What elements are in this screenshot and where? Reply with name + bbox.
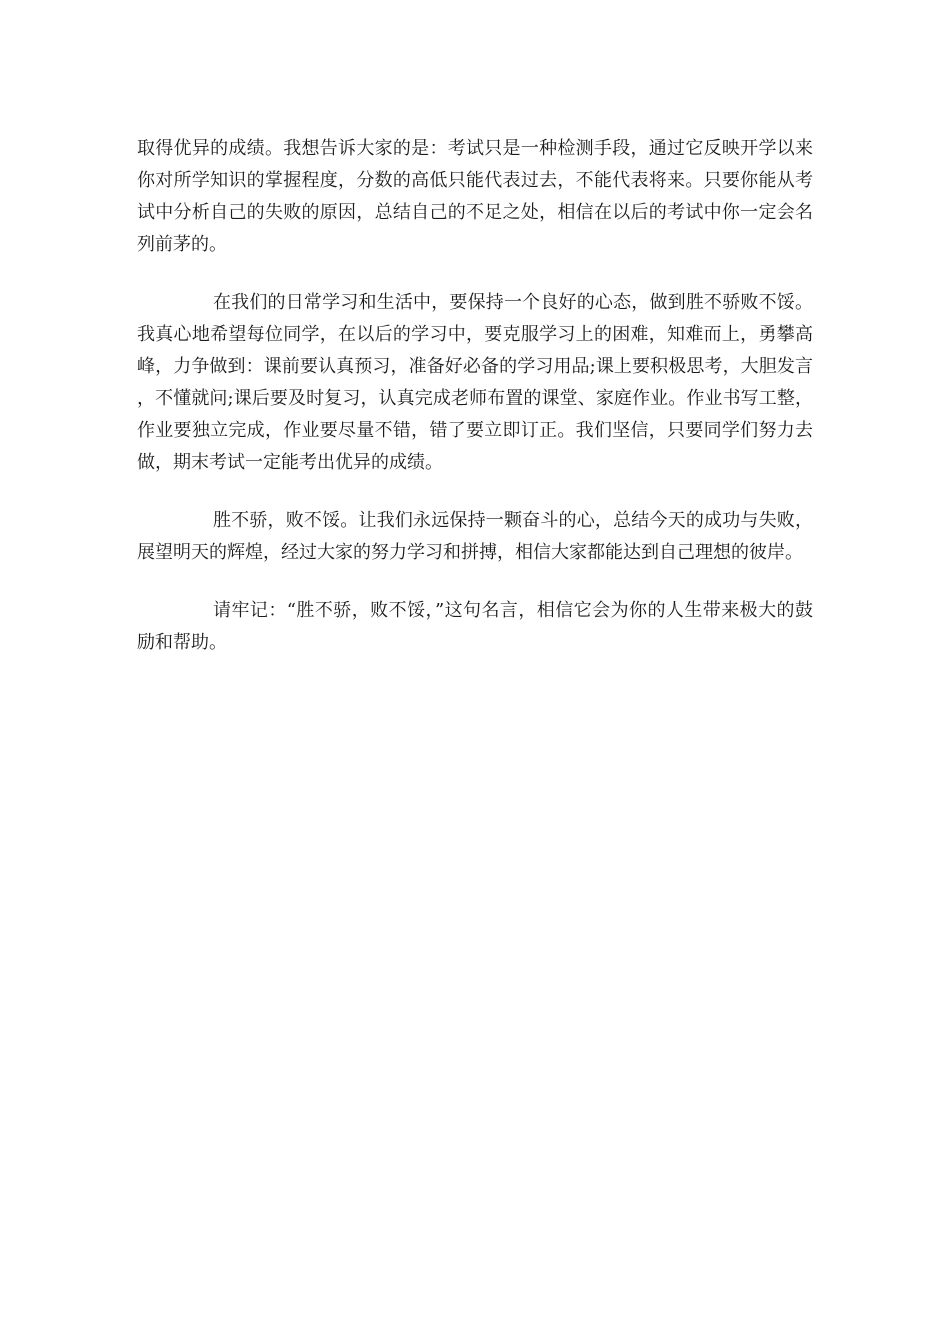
paragraph-3: 胜不骄，败不馁。让我们永远保持一颗奋斗的心，总结今天的成功与失败，展望明天的辉煌，经过大家的努力学习和拼搏，相信大家都能达到自己理想的彼岸。 [137,510,813,563]
paragraph-4: 请牢记：“胜不骄，败不馁，”这句名言，相信它会为你的人生带来极大的鼓励和帮助。 [137,600,813,653]
paragraph-1: 取得优异的成绩。我想告诉大家的是：考试只是一种检测手段，通过它反映开学以来你对所学知识的掌握程度，分数的高低只能代表过去，不能代表将来。只要你能从考试中分析自己的失败的原因，总结自己的不足之处，相信在以后的考试中你一定会名列前茅的。 [137,138,813,255]
paragraph-2: 在我们的日常学习和生活中，要保持一个良好的心态，做到胜不骄败不馁。我真心地希望每位同学，在以后的学习中，要克服学习上的困难，知难而上，勇攀高峰，力争做到：课前要认真预习，准备好必备的学习用品;课上要积极思考，大胆发言，不懂就问;课后要及时复习，认真完成老师布置的课堂、家庭作业。作业书写工整，作业要独立完成，作业要尽量不错，错了要立即订正。我们坚信，只要同学们努力去做，期末考试一定能考出优异的成绩。 [137,292,813,473]
document-body [137,133,813,685]
